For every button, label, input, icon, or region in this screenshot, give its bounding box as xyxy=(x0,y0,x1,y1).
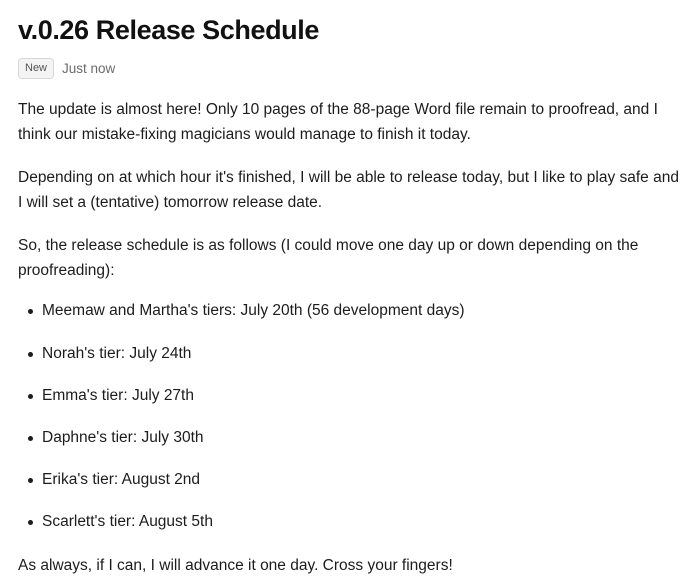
post-timestamp: Just now xyxy=(62,60,116,76)
post-paragraph-1: The update is almost here! Only 10 pages of the 88-page Word file remain to proofread, and I think our mistake-fixing magicians would manage to finish it today. xyxy=(18,100,658,143)
page-title: v.0.26 Release Schedule xyxy=(18,15,319,45)
post-paragraph-3: So, the release schedule is as follows (I could move one day up or down depending on the proofreading): xyxy=(18,237,639,280)
list-item: Scarlett's tier: August 5th xyxy=(18,512,679,532)
list-item: Norah's tier: July 24th xyxy=(18,344,679,364)
release-schedule-list xyxy=(18,301,679,532)
post-meta xyxy=(18,58,679,79)
list-item: Emma's tier: July 27th xyxy=(18,386,679,406)
status-badge: New xyxy=(18,58,54,79)
list-item: Daphne's tier: July 30th xyxy=(18,428,679,448)
post-closing-paragraph: As always, if I can, I will advance it one day. Cross your fingers! xyxy=(18,557,453,575)
list-item: Erika's tier: August 2nd xyxy=(18,470,679,490)
list-item: Meemaw and Martha's tiers: July 20th (56 development days) xyxy=(18,301,679,321)
post-paragraph-2: Depending on at which hour it's finished, I will be able to release today, but I like to play safe and I will set a (tentative) tomorrow release date. xyxy=(18,168,679,212)
